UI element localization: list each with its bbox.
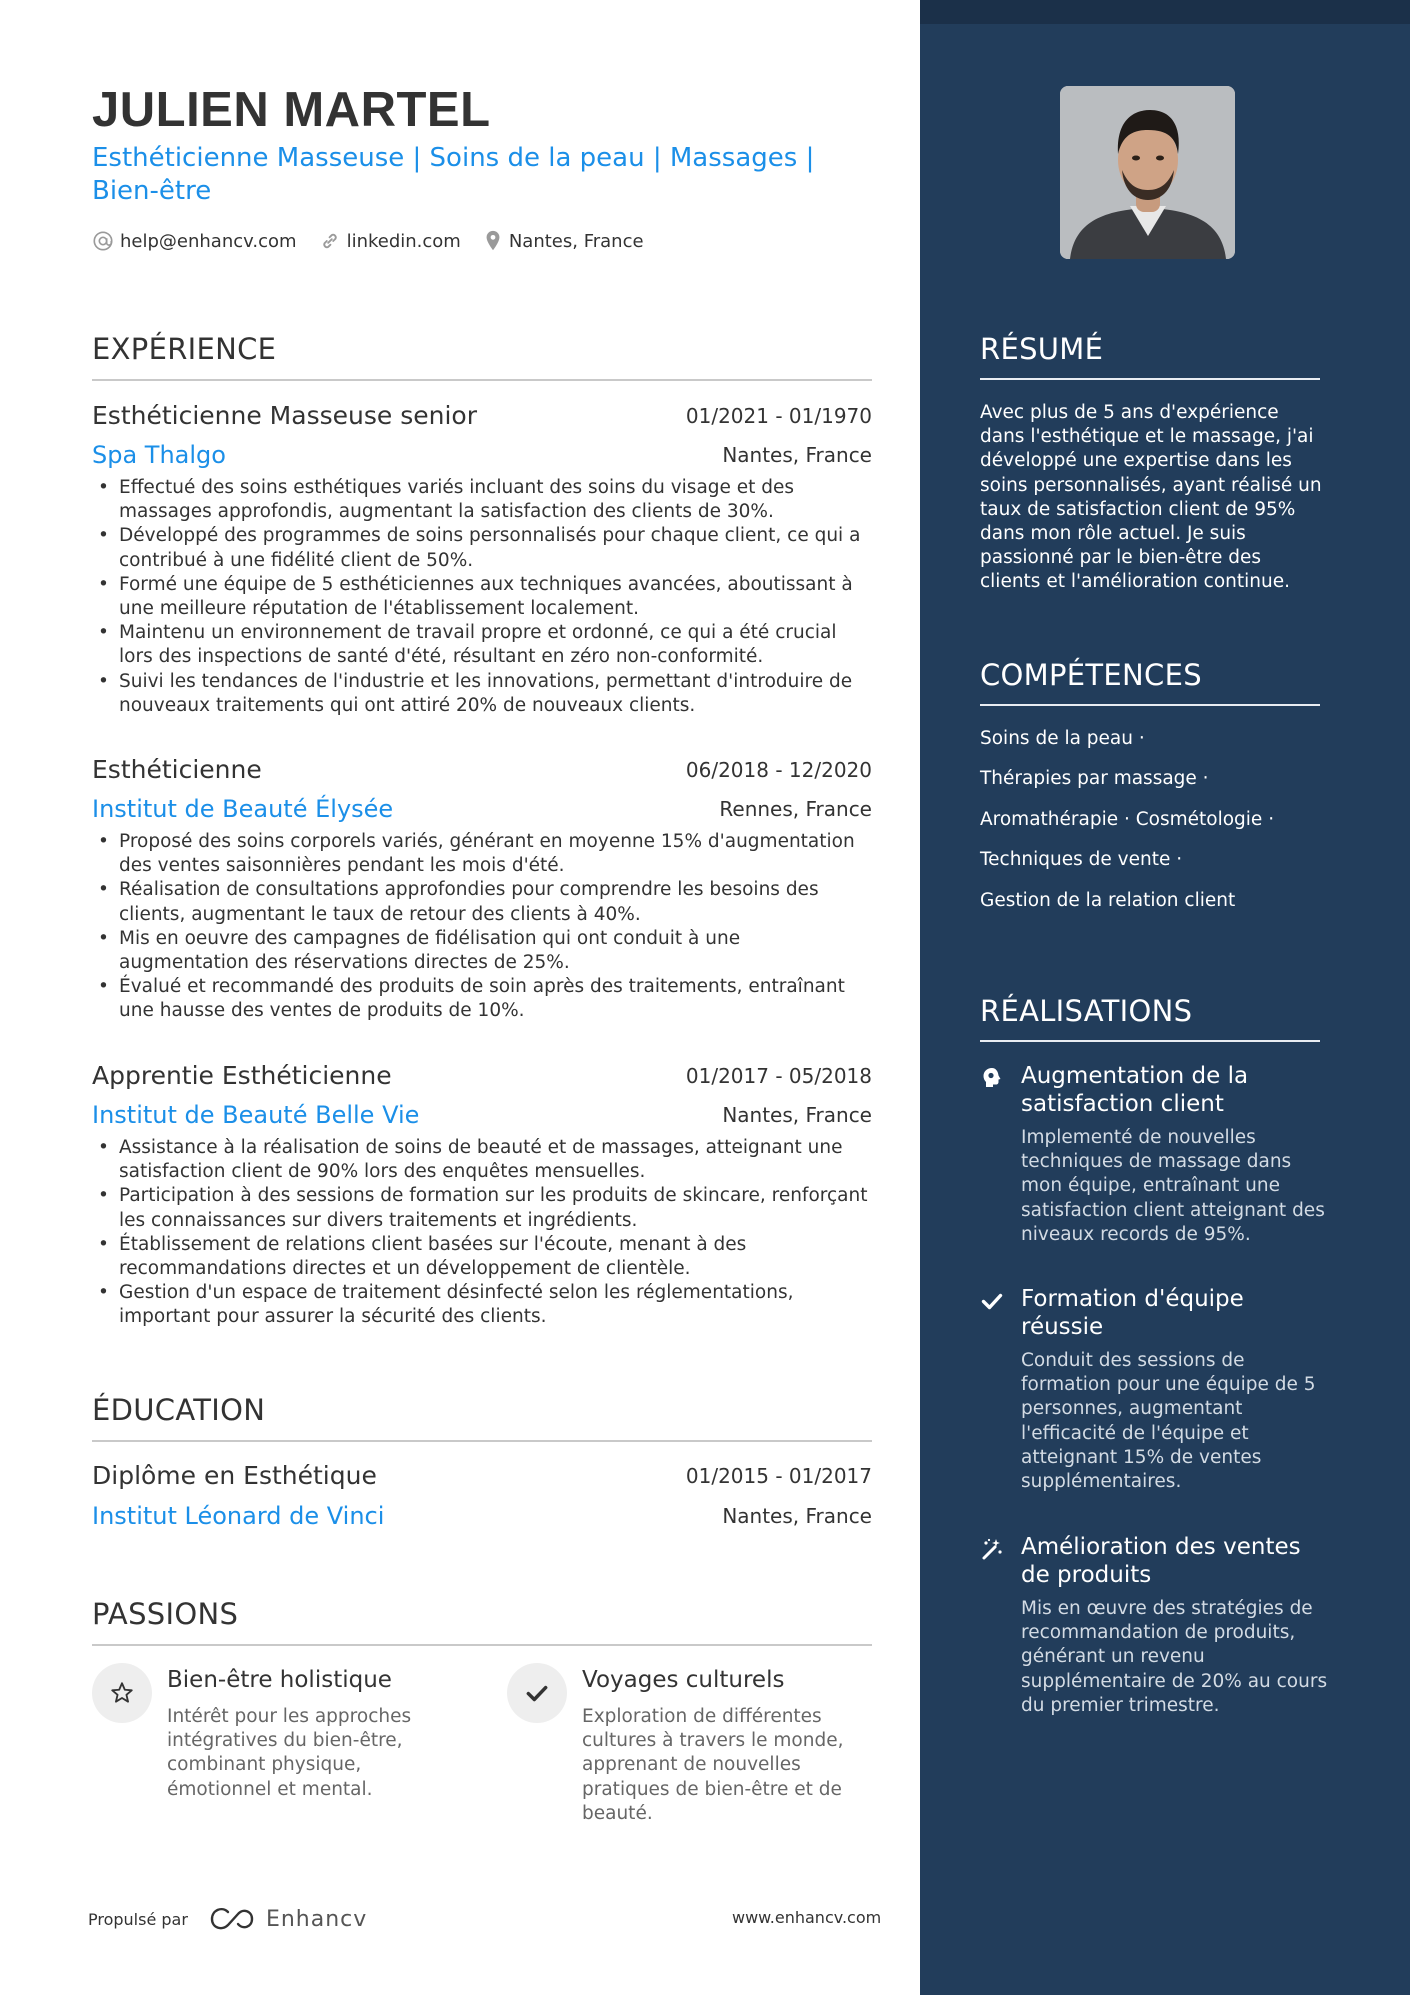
passion-description: Exploration de différentes cultures à travers le monde, apprenant de nouvelles pratiques de bien-être et de beauté. — [582, 1706, 844, 1824]
job-dates: 01/2021 - 01/1970 — [685, 404, 872, 428]
experience-divider — [92, 379, 872, 381]
achievement-title: Formation d'équipe réussie — [1021, 1286, 1244, 1340]
passion-description: Intérêt pour les approches intégratives du bien-être, combinant physique, émotionnel et mental. — [167, 1706, 412, 1800]
footer-branding — [88, 1906, 367, 1932]
bullet-item: • Participation à des sessions de formation sur les produits de skincare, renforçant les connaissances sur divers traitements et ingrédients. — [92, 1184, 872, 1232]
school-name: Institut Léonard de Vinci — [92, 1502, 385, 1530]
sidebar-top-band — [920, 0, 1410, 24]
bullet-item: • Mis en oeuvre des campagnes de fidélisation qui ont conduit à une augmentation des réservations directes de 25%. — [92, 927, 872, 975]
job-location: Nantes, France — [722, 1103, 872, 1127]
company-name: Institut de Beauté Élysée — [92, 795, 394, 823]
education-heading: ÉDUCATION — [92, 1393, 266, 1427]
summary-heading: RÉSUMÉ — [980, 332, 1104, 366]
bullet-item: • Formé une équipe de 5 esthéticiennes aux techniques avancées, aboutissant à une meilleure réputation de l'établissement localement. — [92, 573, 872, 621]
job-bullets — [92, 476, 872, 718]
check-icon — [524, 1680, 550, 1706]
email-text: help@enhancv.com — [120, 230, 297, 252]
bullet-item: • Effectué des soins esthétiques variés incluant des soins du visage et des massages approfondis, augmentant la satisfaction des clients de 30%. — [92, 476, 872, 524]
magic-wand-icon — [980, 1537, 1004, 1561]
skill-item: Techniques de vente · — [980, 849, 1183, 870]
check-icon — [980, 1289, 1004, 1313]
link-icon — [319, 230, 341, 252]
email-contact[interactable] — [92, 230, 297, 252]
education-dates: 01/2015 - 01/2017 — [685, 1464, 872, 1488]
achievements-divider — [980, 1040, 1320, 1042]
headline: Esthéticienne Masseuse | Soins de la peau | Massages | Bien-être — [92, 143, 815, 206]
candidate-name: JULIEN MARTEL — [92, 83, 491, 137]
skill-item: Soins de la peau · — [980, 728, 1145, 749]
bullet-item: • Maintenu un environnement de travail propre et ordonné, ce qui a été crucial lors des inspections de santé d'été, résultant en zéro non-conformité. — [92, 621, 872, 669]
passion-icon-circle — [507, 1663, 567, 1723]
bullet-item: • Gestion d'un espace de traitement désinfecté selon les réglementations, important pour assurer la sécurité des clients. — [92, 1281, 872, 1329]
achievement-title: Augmentation de la satisfaction client — [1021, 1063, 1249, 1117]
skill-item: Gestion de la relation client — [980, 890, 1236, 911]
passion-title: Voyages culturels — [582, 1667, 785, 1693]
bullet-item: • Évalué et recommandé des produits de soin après des traitements, entraînant une hausse des ventes de produits de 10%. — [92, 975, 872, 1023]
job-location: Nantes, France — [722, 443, 872, 467]
education-location: Nantes, France — [722, 1504, 872, 1528]
star-icon — [109, 1680, 135, 1706]
skills-divider — [980, 704, 1320, 706]
contact-bar — [92, 230, 666, 252]
achievement-description: Conduit des sessions de formation pour une équipe de 5 personnes, augmentant l'efficacité de l'équipe et atteignant 15% de ventes supplémentaires. — [1021, 1350, 1316, 1493]
profile-photo — [1060, 86, 1235, 259]
summary-text: Avec plus de 5 ans d'expérience dans l'esthétique et le massage, j'ai développé une expertise dans les soins personnalisés, ayant réalisé un taux de satisfaction client de 95% dans mon rôle actuel. Je suis passionné par le bien-être des clients et l'amélioration continue. — [980, 402, 1322, 593]
achievement-description: Mis en œuvre des stratégies de recommandation de produits, générant un revenu supplémentaire de 20% au cours du premier trimestre. — [1021, 1598, 1328, 1716]
skill-item: Thérapies par massage · — [980, 768, 1209, 789]
location-contact — [483, 230, 644, 252]
brain-icon — [980, 1066, 1004, 1090]
avatar — [1060, 86, 1235, 259]
skills-heading: COMPÉTENCES — [980, 658, 1202, 692]
job-title: Apprentie Esthéticienne — [92, 1061, 392, 1090]
company-name: Institut de Beauté Belle Vie — [92, 1101, 420, 1129]
job-dates: 06/2018 - 12/2020 — [685, 758, 872, 782]
job-location: Rennes, France — [719, 797, 872, 821]
at-icon — [92, 230, 114, 252]
passions-divider — [92, 1644, 872, 1646]
achievement-description: Implementé de nouvelles techniques de massage dans mon équipe, entraînant une satisfaction client atteignant des niveaux records de 95%. — [1021, 1127, 1325, 1245]
achievements-heading: RÉALISATIONS — [980, 994, 1193, 1028]
skill-item: Aromathérapie · Cosmétologie · — [980, 809, 1275, 830]
job-title: Esthéticienne — [92, 755, 262, 784]
location-text: Nantes, France — [508, 230, 644, 252]
passion-icon-circle — [92, 1663, 152, 1723]
job-bullets — [92, 1136, 872, 1330]
passions-heading: PASSIONS — [92, 1597, 239, 1631]
powered-by-label: Propulsé par — [88, 1909, 188, 1929]
summary-divider — [980, 378, 1320, 380]
job-title: Esthéticienne Masseuse senior — [92, 401, 477, 430]
achievement-title: Amélioration des ventes de produits — [1021, 1534, 1301, 1588]
location-pin-icon — [483, 230, 503, 252]
bullet-item: • Développé des programmes de soins personnalisés pour chaque client, ce qui a contribué à une fidélité client de 50%. — [92, 524, 872, 572]
enhancv-logo-icon — [208, 1906, 256, 1932]
company-name: Spa Thalgo — [92, 441, 226, 469]
linkedin-contact[interactable] — [319, 230, 461, 252]
experience-heading: EXPÉRIENCE — [92, 332, 277, 366]
sidebar — [920, 0, 1410, 1995]
job-bullets — [92, 830, 872, 1024]
footer-website[interactable]: www.enhancv.com — [732, 1908, 882, 1927]
job-dates: 01/2017 - 05/2018 — [685, 1064, 872, 1088]
degree-title: Diplôme en Esthétique — [92, 1461, 377, 1490]
bullet-item: • Proposé des soins corporels variés, générant en moyenne 15% d'augmentation des ventes saisonnières pendant les mois d'été. — [92, 830, 872, 878]
bullet-item: • Réalisation de consultations approfondies pour comprendre les besoins des clients, augmentant le taux de retour des clients à 40%. — [92, 878, 872, 926]
bullet-item: • Assistance à la réalisation de soins de beauté et de massages, atteignant une satisfaction client de 90% lors des enquêtes mensuelles. — [92, 1136, 872, 1184]
bullet-item: • Établissement de relations client basées sur l'écoute, menant à des recommandations directes et un développement de clientèle. — [92, 1233, 872, 1281]
passion-title: Bien-être holistique — [167, 1667, 392, 1693]
bullet-item: • Suivi les tendances de l'industrie et les innovations, permettant d'introduire de nouveaux traitements qui ont attiré 20% de nouveaux clients. — [92, 670, 872, 718]
linkedin-text: linkedin.com — [346, 230, 461, 252]
brand-name: Enhancv — [265, 1906, 368, 1932]
education-divider — [92, 1440, 872, 1442]
